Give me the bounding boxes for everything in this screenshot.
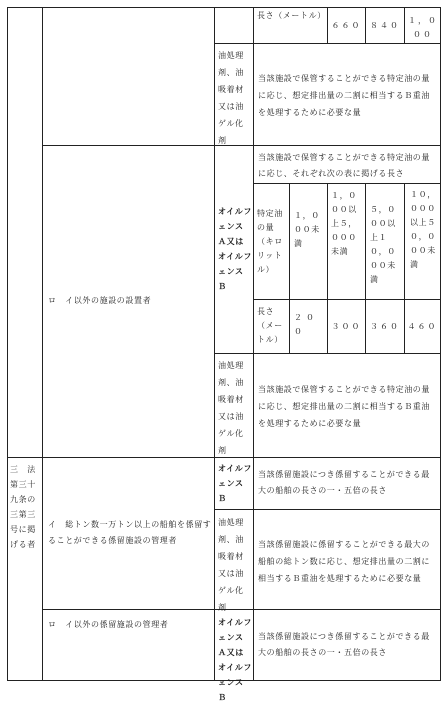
qty-value-1: １，０００未満 <box>294 211 320 248</box>
subtable-divider-1 <box>289 183 290 354</box>
fence-label: オイルフェンスＡ又はオイルフェンスＢ <box>218 207 252 291</box>
qty-value-4: １０，０００以上５０，０００未満 <box>410 190 436 269</box>
fence-b-text: 当該係留施設につき係留することができる最大の船舶の長さの一・五倍の長さ <box>258 470 430 495</box>
fence-ab-text: 当該係留施設につき係留することができる最大の船舶の長さの一・五倍の長さ <box>258 632 430 657</box>
law-absorbent-text: 当該係留施設に係留することができる最大の船舶の総トン数に応じ、想定排出量の二割に相当するＢ重油を処理するために必要な量 <box>258 539 430 583</box>
absorbent-1-text: 当該施設で保管することができる特定油の量に応じ、想定排出量の二割に相当するＢ重油を処理するために必要な量 <box>258 74 430 117</box>
sub-i-label: イ 総トン数一万トン以上の船舶を係留することができる係留施設の管理者 <box>48 520 212 545</box>
row-divider-law <box>7 457 43 458</box>
len-label: 長さ（メートル） <box>257 307 283 344</box>
length-top-label: 長さ（メートル） <box>257 11 326 20</box>
table-border-left <box>7 7 8 681</box>
table-border-right <box>440 7 441 681</box>
len-top-divider-3 <box>404 7 405 44</box>
row-divider-law-absorbent <box>214 509 441 510</box>
len-value-4: ４６０ <box>407 321 438 331</box>
len-value-3: ３６０ <box>370 321 400 331</box>
absorbent-2-label: 油処理剤、油吸着材又は油ゲル化剤 <box>218 361 244 455</box>
sub-ro-label: ロ イ以外の係留施設の管理者 <box>48 620 169 629</box>
section-ro-facility: ロ イ以外の施設の設置者 <box>48 296 152 305</box>
len-value-1: ２００ <box>294 313 318 336</box>
fence-b-label: オイルフェンスＢ <box>218 463 252 503</box>
qty-value-3: ５，０００以上１０，０００未満 <box>370 205 396 284</box>
qty-value-2: １，０００以上５，０００未満 <box>331 191 357 256</box>
fence-ab-label: オイルフェンスＡ又はオイルフェンスＢ <box>218 618 252 702</box>
absorbent-2-text: 当該施設で保管することができる特定油の量に応じ、想定排出量の二割に相当するＢ重油を処理するために必要な量 <box>258 385 430 428</box>
col-divider-3 <box>253 7 254 681</box>
len-value-2: ３００ <box>331 321 362 331</box>
qty-label: 特定油の量（キロリットル） <box>257 209 283 274</box>
row-divider-law-ro <box>42 609 441 610</box>
length-top-value-3: １，０００ <box>408 16 438 39</box>
law-section-label: 三 法第三十九条の三第三号に掲げる者 <box>10 465 36 549</box>
length-top-value-2: ８４０ <box>370 21 400 30</box>
absorbent-1-label: 油処理剤、油吸着材又は油ゲル化剤 <box>218 51 244 145</box>
subtable-top <box>253 183 441 184</box>
table-border-top <box>7 7 441 8</box>
law-absorbent-label: 油処理剤、油吸着材又は油ゲル化剤 <box>218 518 244 612</box>
col-divider-1 <box>42 7 43 681</box>
fence-intro: 当該施設で保管することができる特定油の量に応じ、それぞれ次の表に掲げる長さ <box>258 153 430 178</box>
length-top-value-1: ６６０ <box>331 21 362 30</box>
col-divider-2 <box>214 7 215 681</box>
